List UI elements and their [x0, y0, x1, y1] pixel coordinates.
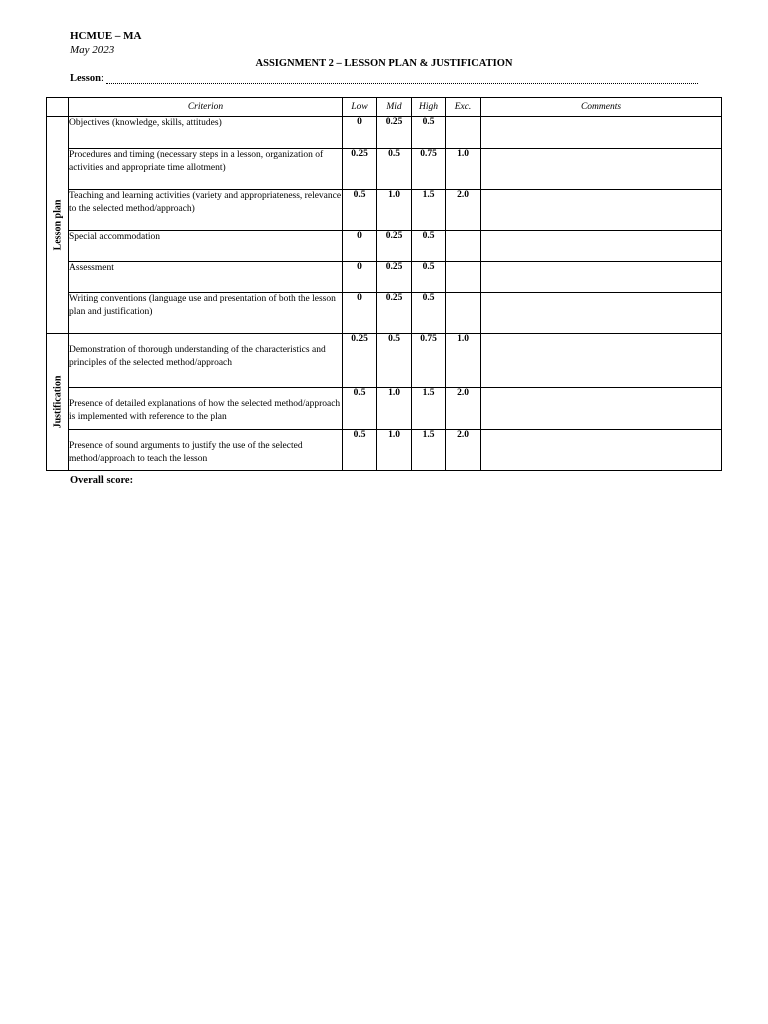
score-exc: 2.0	[446, 430, 481, 471]
score-low: 0.25	[343, 149, 377, 190]
organization-heading: HCMUE – MA	[70, 30, 142, 42]
score-low: 0	[343, 231, 377, 262]
header-group-cell	[47, 98, 69, 117]
score-exc: 1.0	[446, 334, 481, 388]
lesson-field	[70, 73, 700, 87]
criterion-cell: Assessment	[69, 262, 343, 293]
header-criterion: Criterion	[69, 98, 343, 117]
score-low: 0	[343, 117, 377, 149]
document-title: ASSIGNMENT 2 – LESSON PLAN & JUSTIFICATION	[255, 58, 513, 69]
header-exc: Exc.	[446, 98, 481, 117]
header-comments: Comments	[481, 98, 722, 117]
criterion-cell: Procedures and timing (necessary steps in a lesson, organization of activities and appropriate time allotment)	[69, 149, 343, 190]
score-mid: 0.5	[377, 149, 412, 190]
score-exc	[446, 293, 481, 334]
criterion-cell: Special accommodation	[69, 231, 343, 262]
group-label: Justification	[52, 375, 63, 429]
comments-cell[interactable]	[481, 293, 722, 334]
criterion-cell: Writing conventions (language use and presentation of both the lesson plan and justification)	[69, 293, 343, 334]
overall-score-label: Overall score:	[70, 475, 134, 486]
score-exc	[446, 231, 481, 262]
comments-cell[interactable]	[481, 334, 722, 388]
score-mid: 0.25	[377, 231, 412, 262]
comments-cell[interactable]	[481, 117, 722, 149]
lesson-label: Lesson	[70, 73, 101, 84]
rubric-table	[46, 97, 722, 471]
score-low: 0	[343, 262, 377, 293]
table-row	[47, 190, 722, 231]
score-mid: 0.25	[377, 293, 412, 334]
score-exc: 2.0	[446, 388, 481, 430]
comments-cell[interactable]	[481, 388, 722, 430]
score-high: 1.5	[412, 388, 446, 430]
criterion-cell: Objectives (knowledge, skills, attitudes)	[69, 117, 343, 149]
score-exc	[446, 262, 481, 293]
comments-cell[interactable]	[481, 149, 722, 190]
group-label: Lesson plan	[52, 199, 63, 251]
score-mid: 1.0	[377, 430, 412, 471]
lesson-dotted-line	[106, 83, 698, 84]
score-high: 0.5	[412, 231, 446, 262]
document-date: May 2023	[70, 44, 115, 56]
lesson-colon: :	[101, 73, 104, 84]
score-exc: 1.0	[446, 149, 481, 190]
table-row	[47, 293, 722, 334]
group-justification	[47, 334, 69, 471]
score-high: 0.75	[412, 149, 446, 190]
score-high: 1.5	[412, 430, 446, 471]
comments-cell[interactable]	[481, 231, 722, 262]
score-high: 0.5	[412, 293, 446, 334]
score-mid: 0.25	[377, 117, 412, 149]
score-high: 0.75	[412, 334, 446, 388]
criterion-cell: Presence of sound arguments to justify the use of the selected method/approach to teach the lesson	[69, 430, 343, 471]
score-mid: 1.0	[377, 388, 412, 430]
score-low: 0.5	[343, 388, 377, 430]
criterion-cell: Demonstration of thorough understanding of the characteristics and principles of the selected method/approach	[69, 334, 343, 388]
score-high: 0.5	[412, 117, 446, 149]
comments-cell[interactable]	[481, 262, 722, 293]
table-row	[47, 334, 722, 388]
table-row	[47, 388, 722, 430]
score-low: 0	[343, 293, 377, 334]
table-header-row	[47, 98, 722, 117]
table-row	[47, 149, 722, 190]
score-high: 1.5	[412, 190, 446, 231]
table-row	[47, 430, 722, 471]
score-mid: 0.5	[377, 334, 412, 388]
score-mid: 0.25	[377, 262, 412, 293]
score-exc	[446, 117, 481, 149]
table-row	[47, 117, 722, 149]
score-low: 0.5	[343, 430, 377, 471]
score-low: 0.25	[343, 334, 377, 388]
comments-cell[interactable]	[481, 190, 722, 231]
group-lesson-plan	[47, 117, 69, 334]
criterion-cell: Presence of detailed explanations of how the selected method/approach is implemented with reference to the plan	[69, 388, 343, 430]
score-high: 0.5	[412, 262, 446, 293]
table-row	[47, 262, 722, 293]
header-low: Low	[343, 98, 377, 117]
score-low: 0.5	[343, 190, 377, 231]
criterion-cell: Teaching and learning activities (variety and appropriateness, relevance to the selected method/approach)	[69, 190, 343, 231]
score-exc: 2.0	[446, 190, 481, 231]
comments-cell[interactable]	[481, 430, 722, 471]
header-mid: Mid	[377, 98, 412, 117]
table-row	[47, 231, 722, 262]
header-high: High	[412, 98, 446, 117]
score-mid: 1.0	[377, 190, 412, 231]
